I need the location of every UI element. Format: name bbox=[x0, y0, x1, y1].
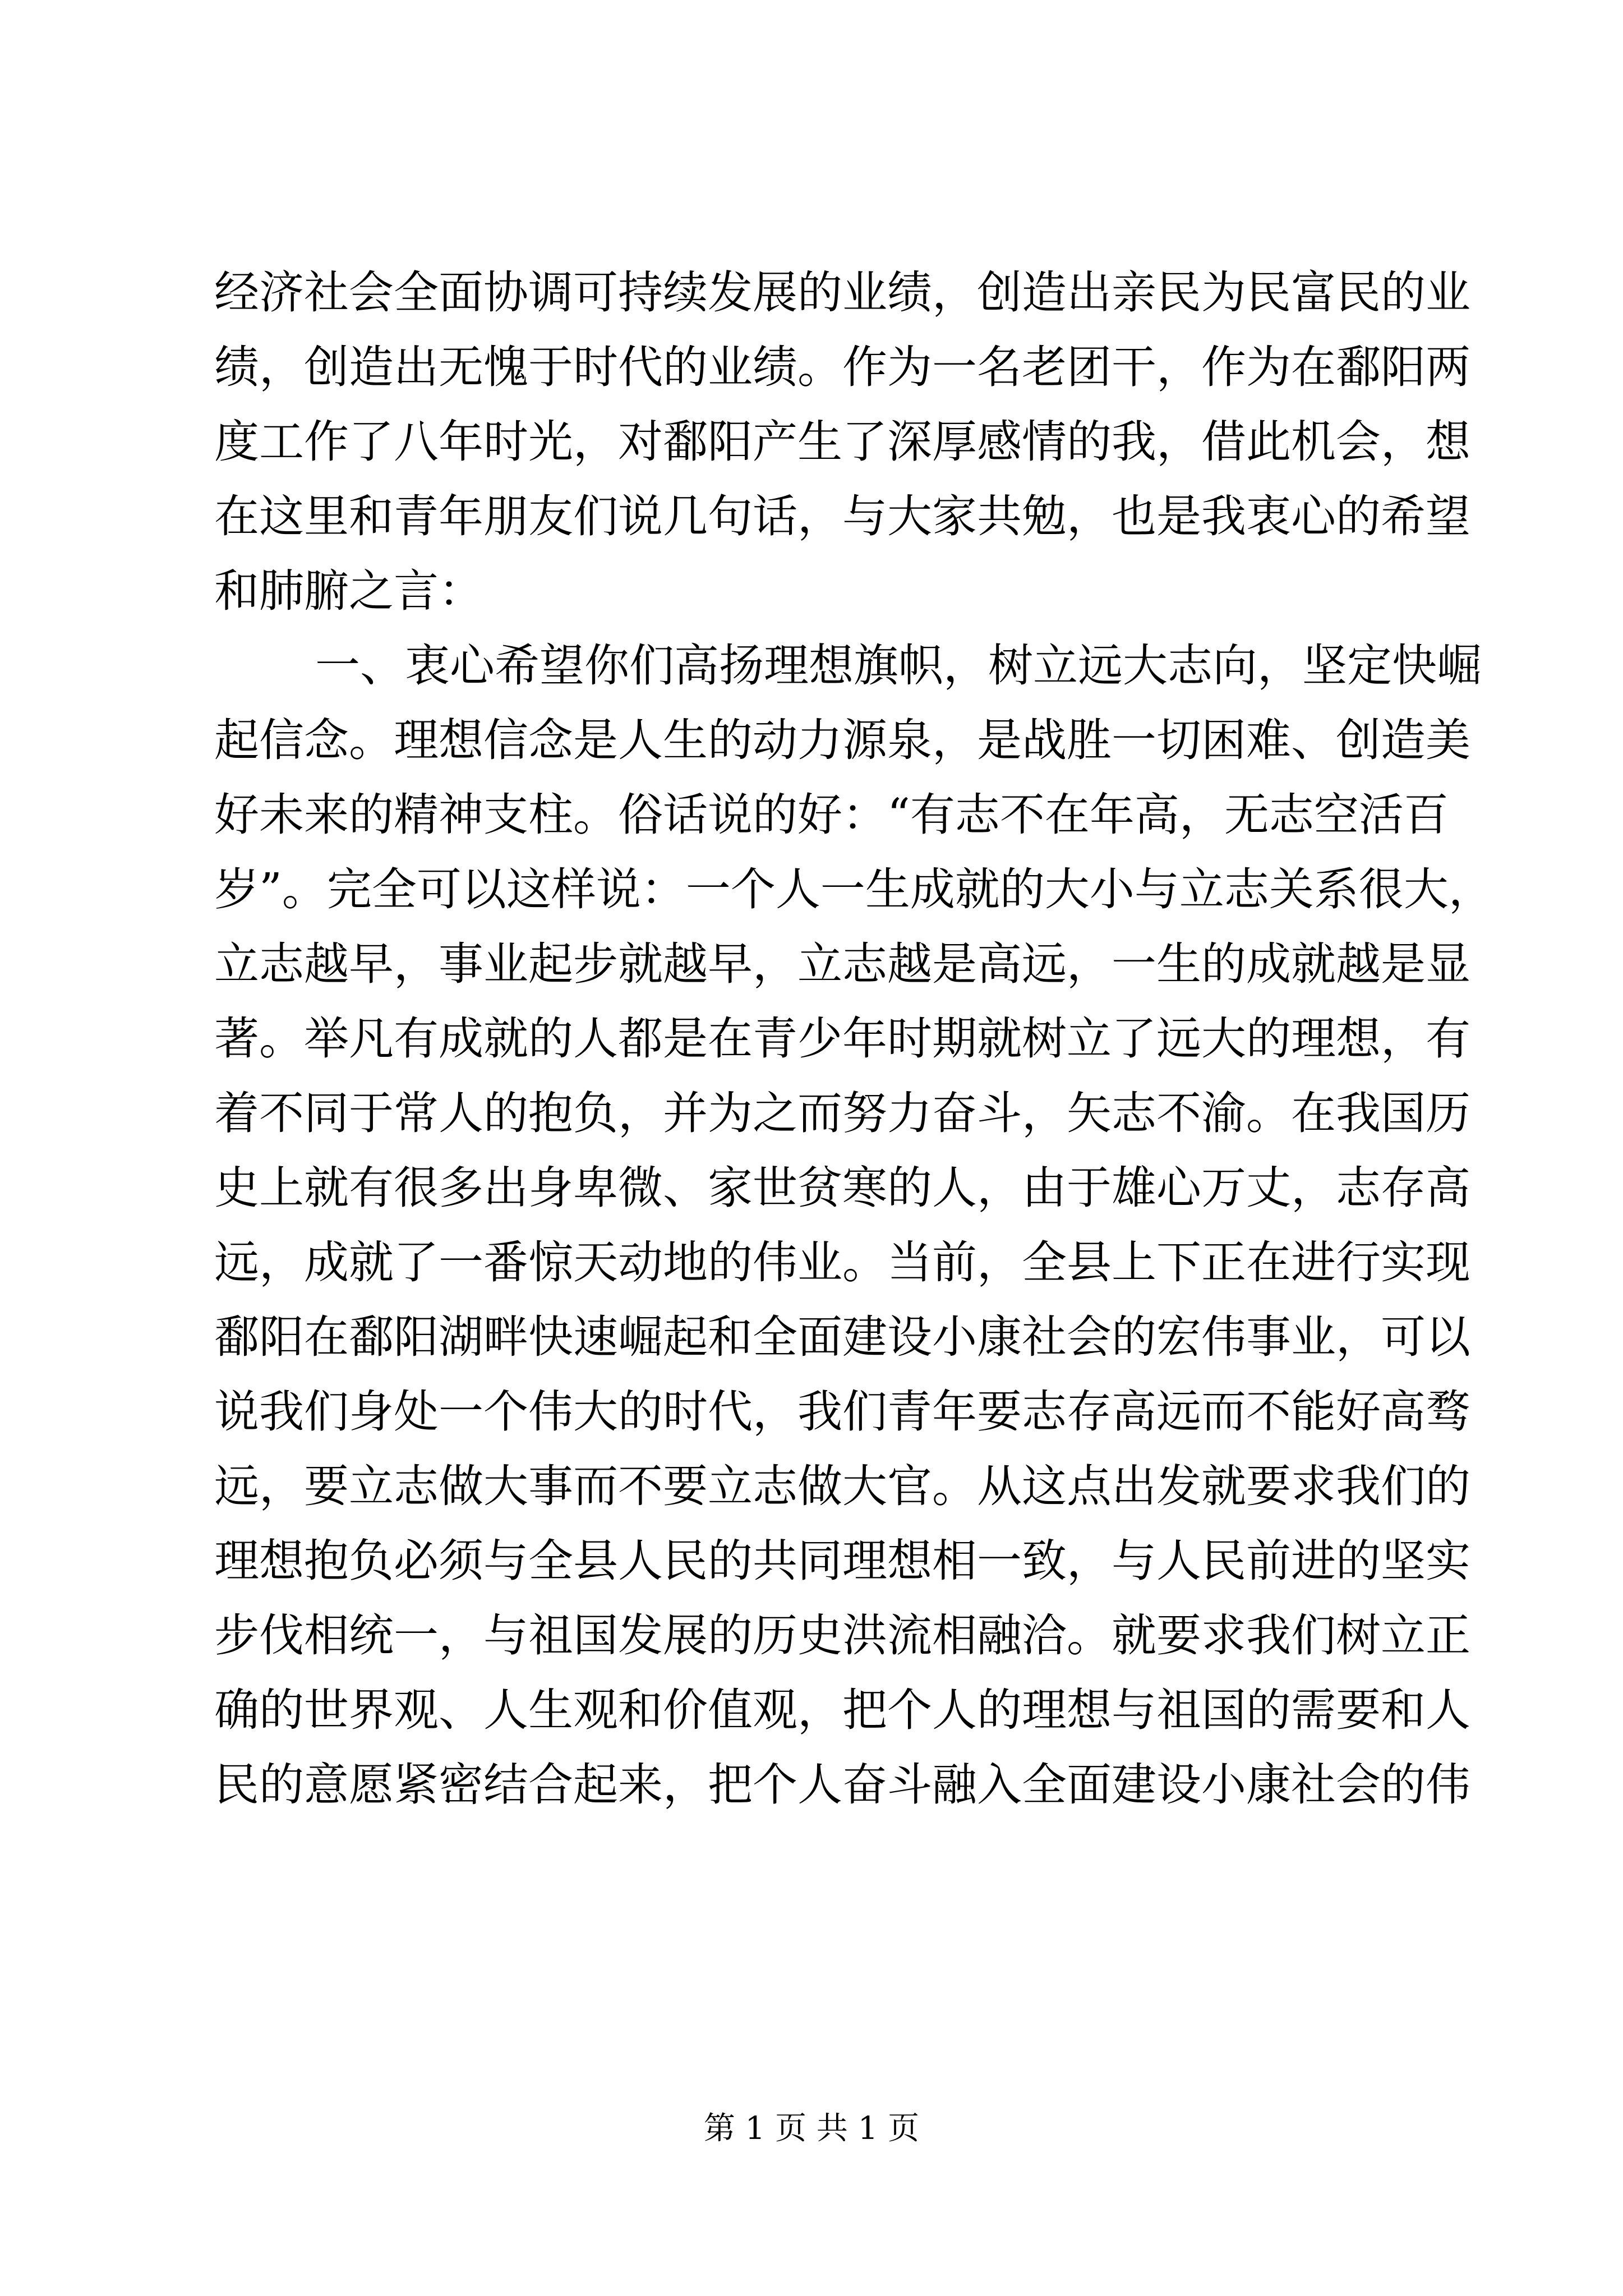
text-line: 远，要立志做大事而不要立志做大官。从这点出发就要求我们的 bbox=[214, 1460, 1470, 1512]
text-line: 好未来的精神支柱。俗话说的好：“有志不在年高，无志空活百 bbox=[214, 789, 1449, 841]
text-line: 着不同于常人的抱负，并为之而努力奋斗，矢志不渝。在我国历 bbox=[214, 1087, 1470, 1139]
text-line: 确的世界观、人生观和价值观，把个人的理想与祖国的需要和人 bbox=[214, 1684, 1470, 1736]
text-line: 远，成就了一番惊天动地的伟业。当前，全县上下正在进行实现 bbox=[214, 1236, 1470, 1289]
text-line: 著。举凡有成就的人都是在青少年时期就树立了远大的理想，有 bbox=[214, 1013, 1470, 1065]
text-line: 立志越早，事业起步就越早，立志越是高远，一生的成就越是显 bbox=[214, 938, 1470, 990]
body-text bbox=[214, 255, 1493, 1822]
text-line: 说我们身处一个伟大的时代，我们青年要志存高远而不能好高骛 bbox=[214, 1386, 1470, 1438]
text-line: 绩，创造出无愧于时代的业绩。作为一名老团干，作为在鄱阳两 bbox=[214, 341, 1470, 393]
text-line: 鄱阳在鄱阳湖畔快速崛起和全面建设小康社会的宏伟事业，可以 bbox=[214, 1311, 1470, 1363]
text-line: 起信念。理想信念是人生的动力源泉，是战胜一切困难、创造美 bbox=[214, 714, 1470, 766]
paragraph-first-line: 一、衷心希望你们高扬理想旗帜，树立远大志向，坚定快崛 bbox=[315, 639, 1482, 692]
text-line: 在这里和青年朋友们说几句话，与大家共勉，也是我衷心的希望 bbox=[214, 490, 1470, 542]
text-line: 民的意愿紧密结合起来，把个人奋斗融入全面建设小康社会的伟 bbox=[214, 1759, 1470, 1811]
text-line: 步伐相统一，与祖国发展的历史洪流相融洽。就要求我们树立正 bbox=[214, 1609, 1470, 1662]
text-line: 经济社会全面协调可持续发展的业绩，创造出亲民为民富民的业 bbox=[214, 266, 1470, 319]
text-line: 理想抱负必须与全县人民的共同理想相一致，与人民前进的坚实 bbox=[214, 1535, 1470, 1587]
page-number-footer: 第 1 页 共 1 页 bbox=[703, 2110, 920, 2147]
text-line: 度工作了八年时光，对鄱阳产生了深厚感情的我，借此机会，想 bbox=[214, 416, 1470, 468]
text-line: 岁”。完全可以这样说：一个人一生成就的大小与立志关系很大， bbox=[214, 863, 1493, 915]
text-line: 和肺腑之言： bbox=[214, 565, 483, 617]
text-line: 史上就有很多出身卑微、家世贫寒的人，由于雄心万丈，志存高 bbox=[214, 1162, 1470, 1214]
